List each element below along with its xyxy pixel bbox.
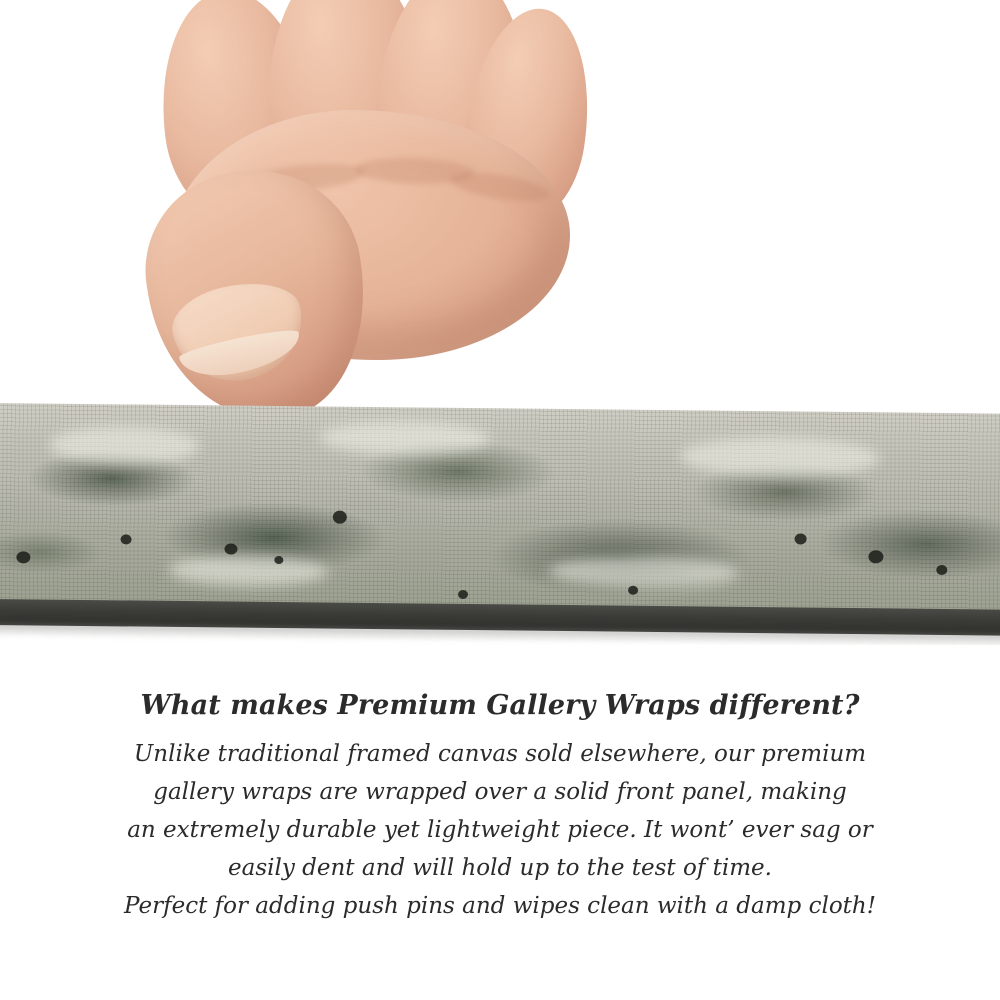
canvas-speck [868, 550, 883, 563]
canvas-speck [274, 556, 283, 564]
caption-block [0, 690, 1000, 925]
canvas-printed-face [0, 403, 1000, 626]
caption-line: easily dent and will hold up to the test of time. [228, 855, 772, 881]
caption-headline: What makes Premium Gallery Wraps different? [140, 690, 860, 721]
caption-line: Perfect for adding push pins and wipes clean with a damp cloth! [124, 893, 876, 919]
caption-line: gallery wraps are wrapped over a solid front panel, making [153, 779, 847, 805]
canvas-speck [224, 543, 237, 554]
canvas-speck [628, 586, 638, 595]
canvas-wrap-edge [0, 403, 1000, 645]
canvas-speck [458, 590, 468, 599]
canvas-speck [795, 533, 807, 544]
caption-line: Unlike traditional framed canvas sold elsewhere, our premium [133, 741, 867, 767]
hand-illustration [150, 0, 570, 430]
canvas-speck [121, 534, 132, 544]
canvas-speck [16, 551, 30, 563]
canvas-speck [936, 565, 947, 575]
canvas-speck [333, 511, 347, 524]
caption-line: an extremely durable yet lightweight piece. It wont’ ever sag or [127, 817, 873, 843]
